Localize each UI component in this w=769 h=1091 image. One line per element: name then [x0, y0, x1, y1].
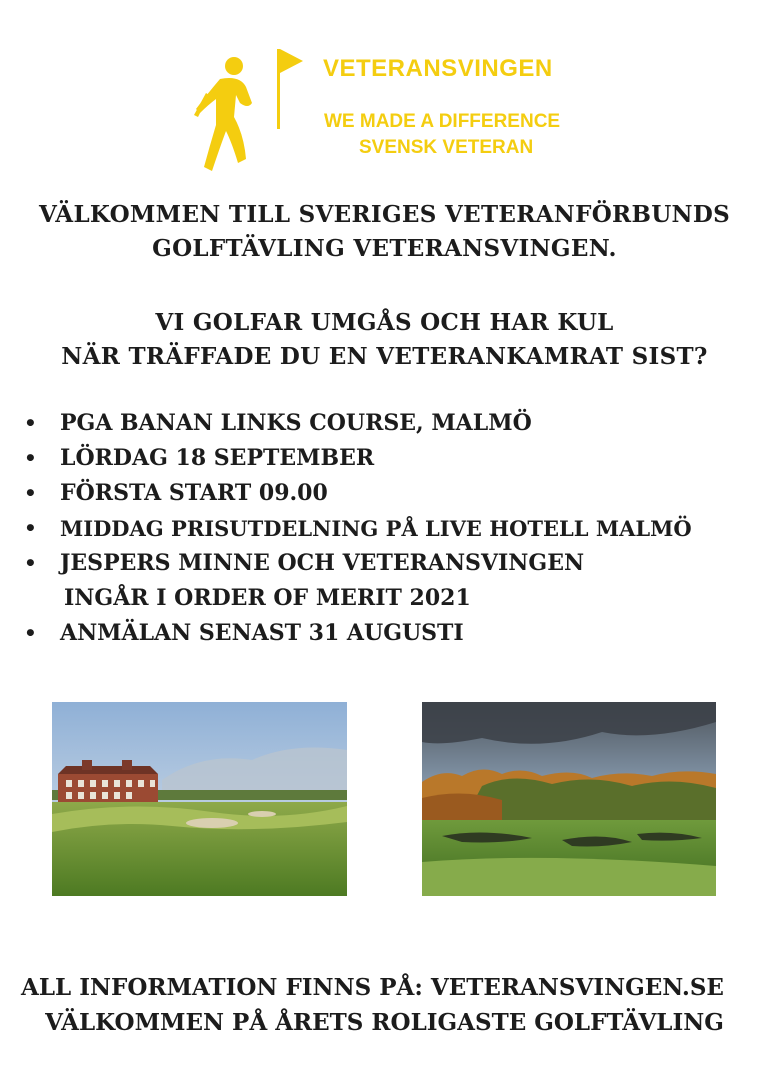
list-item-continuation — [24, 581, 764, 616]
tagline-2: SVENSK VETERAN — [359, 137, 534, 158]
slogan-line-1: VI GOLFAR UMGÅS OCH HAR KUL — [155, 309, 614, 336]
list-item-text: LÖRDAG 18 SEPTEMBER — [60, 445, 375, 471]
bullet-marker: • — [24, 551, 37, 575]
list-item-text: PGA BANAN LINKS COURSE, MALMÖ — [60, 410, 532, 436]
bullet-marker: • — [24, 446, 37, 470]
tagline-1: WE MADE A DIFFERENCE — [324, 111, 561, 132]
list-item-text: ANMÄLAN SENAST 31 AUGUSTI — [60, 620, 464, 646]
list-item — [24, 441, 764, 476]
footer-info-line: ALL INFORMATION FINNS PÅ: VETERANSVINGEN.SE — [21, 974, 724, 1001]
list-item — [24, 616, 764, 651]
bullet-marker: • — [24, 481, 37, 505]
brand-name: VETERANSVINGEN — [323, 55, 553, 82]
intro-line-2: GOLFTÄVLING VETERANSVINGEN. — [152, 235, 617, 262]
golfer-icon — [190, 55, 260, 175]
bullet-marker: • — [24, 621, 37, 645]
intro-heading — [0, 198, 769, 266]
golf-course-clubhouse-photo — [52, 702, 347, 896]
golf-course-bunkers-photo — [422, 702, 716, 896]
bullet-marker: • — [24, 411, 37, 435]
list-item-text: FÖRSTA START 09.00 — [60, 480, 328, 506]
footer-welcome-line: VÄLKOMMEN PÅ ÅRETS ROLIGASTE GOLFTÄVLING — [45, 1009, 724, 1036]
event-details-list — [24, 406, 764, 651]
slogan — [0, 306, 769, 374]
list-item-text: INGÅR I ORDER OF MERIT 2021 — [64, 585, 471, 611]
list-item — [24, 511, 764, 546]
list-item — [24, 546, 764, 581]
intro-line-1: VÄLKOMMEN TILL SVERIGES VETERANFÖRBUNDS — [38, 201, 731, 228]
flag-icon — [275, 47, 305, 137]
list-item-text: MIDDAG PRISUTDELNING PÅ LIVE HOTELL MALMÖ — [60, 516, 692, 541]
bullet-marker: • — [24, 516, 37, 540]
slogan-line-2: NÄR TRÄFFADE DU EN VETERANKAMRAT SIST? — [61, 343, 708, 370]
logo — [190, 45, 610, 180]
list-item — [24, 476, 764, 511]
list-item — [24, 406, 764, 441]
list-item-text: JESPERS MINNE OCH VETERANSVINGEN — [60, 550, 585, 576]
